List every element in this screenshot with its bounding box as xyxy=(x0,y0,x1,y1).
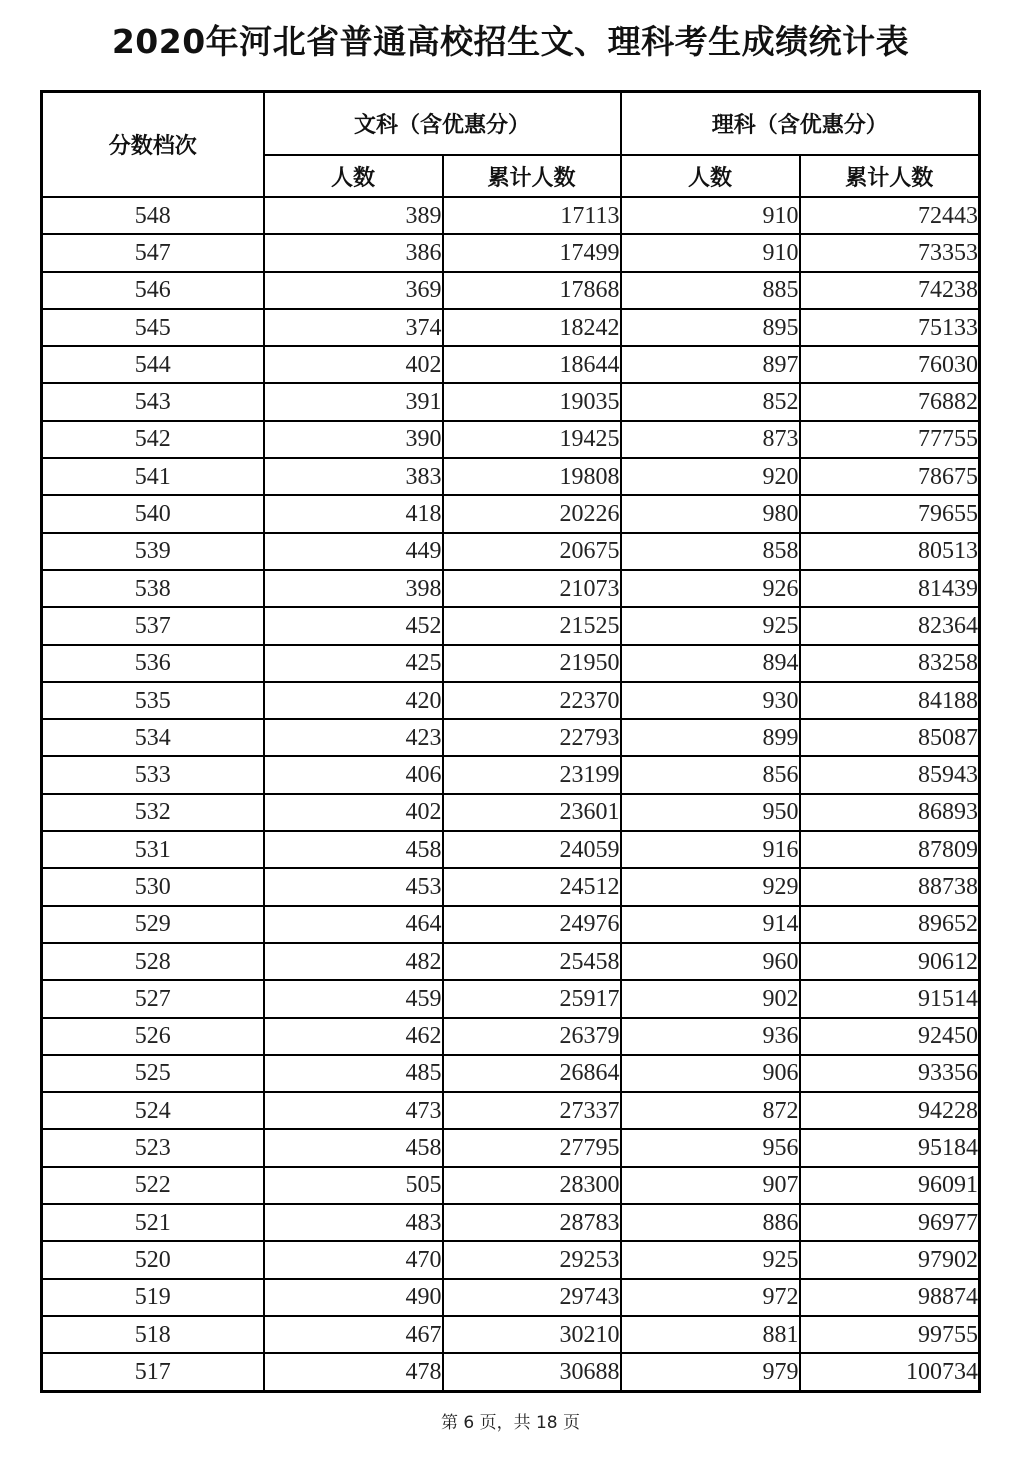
arts-count-cell: 418 xyxy=(264,495,443,532)
arts-count-cell: 383 xyxy=(264,458,443,495)
science-count-cell: 930 xyxy=(621,682,800,719)
table-row xyxy=(42,197,980,234)
score-cell: 519 xyxy=(42,1279,264,1316)
table-row xyxy=(42,309,980,346)
science-count-cell: 907 xyxy=(621,1167,800,1204)
score-cell: 535 xyxy=(42,682,264,719)
science-cumulative-cell: 78675 xyxy=(800,458,980,495)
science-count-cell: 914 xyxy=(621,906,800,943)
arts-count-cell: 402 xyxy=(264,346,443,383)
table-row xyxy=(42,980,980,1017)
arts-cumulative-cell: 29253 xyxy=(443,1241,621,1278)
table-row xyxy=(42,234,980,271)
score-cell: 521 xyxy=(42,1204,264,1241)
science-count-cell: 899 xyxy=(621,719,800,756)
table-row xyxy=(42,682,980,719)
science-count-cell: 886 xyxy=(621,1204,800,1241)
arts-count-cell: 473 xyxy=(264,1092,443,1129)
science-cumulative-cell: 93356 xyxy=(800,1055,980,1092)
science-count-cell: 852 xyxy=(621,383,800,420)
score-cell: 523 xyxy=(42,1129,264,1166)
score-cell: 532 xyxy=(42,794,264,831)
score-cell: 540 xyxy=(42,495,264,532)
arts-cumulative-cell: 27337 xyxy=(443,1092,621,1129)
score-cell: 548 xyxy=(42,197,264,234)
science-cumulative-cell: 75133 xyxy=(800,309,980,346)
arts-count-cell: 391 xyxy=(264,383,443,420)
arts-count-cell: 449 xyxy=(264,533,443,570)
arts-count-cell: 390 xyxy=(264,421,443,458)
science-count-cell: 972 xyxy=(621,1279,800,1316)
science-cumulative-cell: 86893 xyxy=(800,794,980,831)
score-cell: 528 xyxy=(42,943,264,980)
score-cell: 546 xyxy=(42,272,264,309)
science-cumulative-cell: 98874 xyxy=(800,1279,980,1316)
arts-count-cell: 478 xyxy=(264,1353,443,1391)
score-cell: 522 xyxy=(42,1167,264,1204)
table-row xyxy=(42,943,980,980)
arts-cumulative-cell: 25458 xyxy=(443,943,621,980)
science-count-cell: 856 xyxy=(621,756,800,793)
score-cell: 539 xyxy=(42,533,264,570)
score-cell: 541 xyxy=(42,458,264,495)
arts-count-cell: 453 xyxy=(264,868,443,905)
arts-cumulative-cell: 24059 xyxy=(443,831,621,868)
table-row xyxy=(42,868,980,905)
arts-count-cell: 374 xyxy=(264,309,443,346)
arts-count-cell: 458 xyxy=(264,1129,443,1166)
arts-cumulative-cell: 19425 xyxy=(443,421,621,458)
score-cell: 527 xyxy=(42,980,264,1017)
score-cell: 545 xyxy=(42,309,264,346)
score-cell: 518 xyxy=(42,1316,264,1353)
arts-cumulative-cell: 28300 xyxy=(443,1167,621,1204)
science-count-cell: 881 xyxy=(621,1316,800,1353)
header-science-group: 理科（含优惠分） xyxy=(621,92,980,156)
table-row xyxy=(42,607,980,644)
score-cell: 538 xyxy=(42,570,264,607)
science-count-cell: 980 xyxy=(621,495,800,532)
science-cumulative-cell: 81439 xyxy=(800,570,980,607)
science-cumulative-cell: 79655 xyxy=(800,495,980,532)
table-row xyxy=(42,1204,980,1241)
header-score-band: 分数档次 xyxy=(42,92,264,198)
arts-count-cell: 425 xyxy=(264,645,443,682)
arts-cumulative-cell: 23601 xyxy=(443,794,621,831)
science-cumulative-cell: 97902 xyxy=(800,1241,980,1278)
header-science-cumulative: 累计人数 xyxy=(800,155,980,197)
score-cell: 533 xyxy=(42,756,264,793)
table-row xyxy=(42,1353,980,1391)
table-row xyxy=(42,458,980,495)
table-row xyxy=(42,346,980,383)
score-cell: 537 xyxy=(42,607,264,644)
arts-cumulative-cell: 18644 xyxy=(443,346,621,383)
science-count-cell: 960 xyxy=(621,943,800,980)
table-row xyxy=(42,421,980,458)
arts-cumulative-cell: 21525 xyxy=(443,607,621,644)
table-row xyxy=(42,1241,980,1278)
science-cumulative-cell: 96091 xyxy=(800,1167,980,1204)
arts-count-cell: 458 xyxy=(264,831,443,868)
science-cumulative-cell: 77755 xyxy=(800,421,980,458)
science-count-cell: 936 xyxy=(621,1018,800,1055)
science-count-cell: 925 xyxy=(621,1241,800,1278)
arts-cumulative-cell: 18242 xyxy=(443,309,621,346)
table-row xyxy=(42,756,980,793)
science-cumulative-cell: 96977 xyxy=(800,1204,980,1241)
science-cumulative-cell: 76030 xyxy=(800,346,980,383)
score-cell: 517 xyxy=(42,1353,264,1391)
arts-count-cell: 398 xyxy=(264,570,443,607)
science-count-cell: 956 xyxy=(621,1129,800,1166)
header-arts-count: 人数 xyxy=(264,155,443,197)
science-cumulative-cell: 80513 xyxy=(800,533,980,570)
science-cumulative-cell: 95184 xyxy=(800,1129,980,1166)
table-row xyxy=(42,1018,980,1055)
science-cumulative-cell: 87809 xyxy=(800,831,980,868)
arts-cumulative-cell: 17113 xyxy=(443,197,621,234)
score-cell: 531 xyxy=(42,831,264,868)
table-row xyxy=(42,1092,980,1129)
score-cell: 544 xyxy=(42,346,264,383)
table-body xyxy=(42,197,980,1391)
score-table xyxy=(40,90,981,1393)
arts-cumulative-cell: 22370 xyxy=(443,682,621,719)
arts-cumulative-cell: 19808 xyxy=(443,458,621,495)
table-row xyxy=(42,906,980,943)
arts-cumulative-cell: 22793 xyxy=(443,719,621,756)
arts-count-cell: 386 xyxy=(264,234,443,271)
science-count-cell: 910 xyxy=(621,197,800,234)
science-cumulative-cell: 88738 xyxy=(800,868,980,905)
arts-count-cell: 369 xyxy=(264,272,443,309)
arts-cumulative-cell: 17499 xyxy=(443,234,621,271)
arts-cumulative-cell: 26864 xyxy=(443,1055,621,1092)
header-arts-cumulative: 累计人数 xyxy=(443,155,621,197)
arts-cumulative-cell: 26379 xyxy=(443,1018,621,1055)
arts-count-cell: 420 xyxy=(264,682,443,719)
science-cumulative-cell: 94228 xyxy=(800,1092,980,1129)
score-cell: 543 xyxy=(42,383,264,420)
arts-count-cell: 459 xyxy=(264,980,443,1017)
arts-count-cell: 485 xyxy=(264,1055,443,1092)
arts-count-cell: 467 xyxy=(264,1316,443,1353)
science-count-cell: 906 xyxy=(621,1055,800,1092)
science-count-cell: 895 xyxy=(621,309,800,346)
table-row xyxy=(42,645,980,682)
science-cumulative-cell: 82364 xyxy=(800,607,980,644)
science-count-cell: 894 xyxy=(621,645,800,682)
science-cumulative-cell: 85087 xyxy=(800,719,980,756)
score-cell: 524 xyxy=(42,1092,264,1129)
science-cumulative-cell: 74238 xyxy=(800,272,980,309)
table-row xyxy=(42,1167,980,1204)
arts-cumulative-cell: 23199 xyxy=(443,756,621,793)
header-science-count: 人数 xyxy=(621,155,800,197)
score-cell: 534 xyxy=(42,719,264,756)
arts-cumulative-cell: 24976 xyxy=(443,906,621,943)
score-cell: 536 xyxy=(42,645,264,682)
science-count-cell: 916 xyxy=(621,831,800,868)
science-count-cell: 920 xyxy=(621,458,800,495)
arts-count-cell: 462 xyxy=(264,1018,443,1055)
arts-count-cell: 389 xyxy=(264,197,443,234)
science-count-cell: 950 xyxy=(621,794,800,831)
science-count-cell: 926 xyxy=(621,570,800,607)
table-row xyxy=(42,1279,980,1316)
score-cell: 526 xyxy=(42,1018,264,1055)
arts-count-cell: 505 xyxy=(264,1167,443,1204)
science-cumulative-cell: 85943 xyxy=(800,756,980,793)
science-count-cell: 910 xyxy=(621,234,800,271)
science-cumulative-cell: 76882 xyxy=(800,383,980,420)
arts-count-cell: 452 xyxy=(264,607,443,644)
science-cumulative-cell: 91514 xyxy=(800,980,980,1017)
table-row xyxy=(42,719,980,756)
arts-cumulative-cell: 20226 xyxy=(443,495,621,532)
table-row xyxy=(42,794,980,831)
science-count-cell: 929 xyxy=(621,868,800,905)
science-cumulative-cell: 89652 xyxy=(800,906,980,943)
science-count-cell: 925 xyxy=(621,607,800,644)
score-cell: 520 xyxy=(42,1241,264,1278)
arts-count-cell: 483 xyxy=(264,1204,443,1241)
arts-cumulative-cell: 28783 xyxy=(443,1204,621,1241)
arts-count-cell: 482 xyxy=(264,943,443,980)
arts-cumulative-cell: 19035 xyxy=(443,383,621,420)
science-cumulative-cell: 83258 xyxy=(800,645,980,682)
score-cell: 530 xyxy=(42,868,264,905)
score-cell: 542 xyxy=(42,421,264,458)
arts-count-cell: 490 xyxy=(264,1279,443,1316)
table-row xyxy=(42,1129,980,1166)
arts-cumulative-cell: 20675 xyxy=(443,533,621,570)
page-number: 第 6 页，共 18 页 xyxy=(440,1413,581,1433)
science-count-cell: 873 xyxy=(621,421,800,458)
score-cell: 525 xyxy=(42,1055,264,1092)
arts-cumulative-cell: 21950 xyxy=(443,645,621,682)
arts-cumulative-cell: 25917 xyxy=(443,980,621,1017)
table-row xyxy=(42,272,980,309)
science-cumulative-cell: 92450 xyxy=(800,1018,980,1055)
table-row xyxy=(42,1055,980,1092)
page-title: 2020年河北省普通高校招生文、理科考生成绩统计表 xyxy=(111,22,910,61)
arts-count-cell: 464 xyxy=(264,906,443,943)
table-row xyxy=(42,1316,980,1353)
arts-cumulative-cell: 17868 xyxy=(443,272,621,309)
header-arts-group: 文科（含优惠分） xyxy=(264,92,621,156)
table-row xyxy=(42,383,980,420)
arts-count-cell: 402 xyxy=(264,794,443,831)
science-count-cell: 872 xyxy=(621,1092,800,1129)
arts-cumulative-cell: 29743 xyxy=(443,1279,621,1316)
table-row xyxy=(42,570,980,607)
arts-count-cell: 470 xyxy=(264,1241,443,1278)
table-row xyxy=(42,831,980,868)
table-row xyxy=(42,533,980,570)
score-cell: 529 xyxy=(42,906,264,943)
science-count-cell: 885 xyxy=(621,272,800,309)
science-cumulative-cell: 73353 xyxy=(800,234,980,271)
arts-cumulative-cell: 24512 xyxy=(443,868,621,905)
arts-cumulative-cell: 30688 xyxy=(443,1353,621,1391)
score-cell: 547 xyxy=(42,234,264,271)
science-cumulative-cell: 99755 xyxy=(800,1316,980,1353)
arts-count-cell: 423 xyxy=(264,719,443,756)
science-cumulative-cell: 72443 xyxy=(800,197,980,234)
science-count-cell: 979 xyxy=(621,1353,800,1391)
science-count-cell: 897 xyxy=(621,346,800,383)
science-cumulative-cell: 100734 xyxy=(800,1353,980,1391)
table-row xyxy=(42,495,980,532)
arts-cumulative-cell: 30210 xyxy=(443,1316,621,1353)
science-cumulative-cell: 90612 xyxy=(800,943,980,980)
arts-count-cell: 406 xyxy=(264,756,443,793)
arts-cumulative-cell: 21073 xyxy=(443,570,621,607)
science-count-cell: 902 xyxy=(621,980,800,1017)
science-cumulative-cell: 84188 xyxy=(800,682,980,719)
science-count-cell: 858 xyxy=(621,533,800,570)
arts-cumulative-cell: 27795 xyxy=(443,1129,621,1166)
